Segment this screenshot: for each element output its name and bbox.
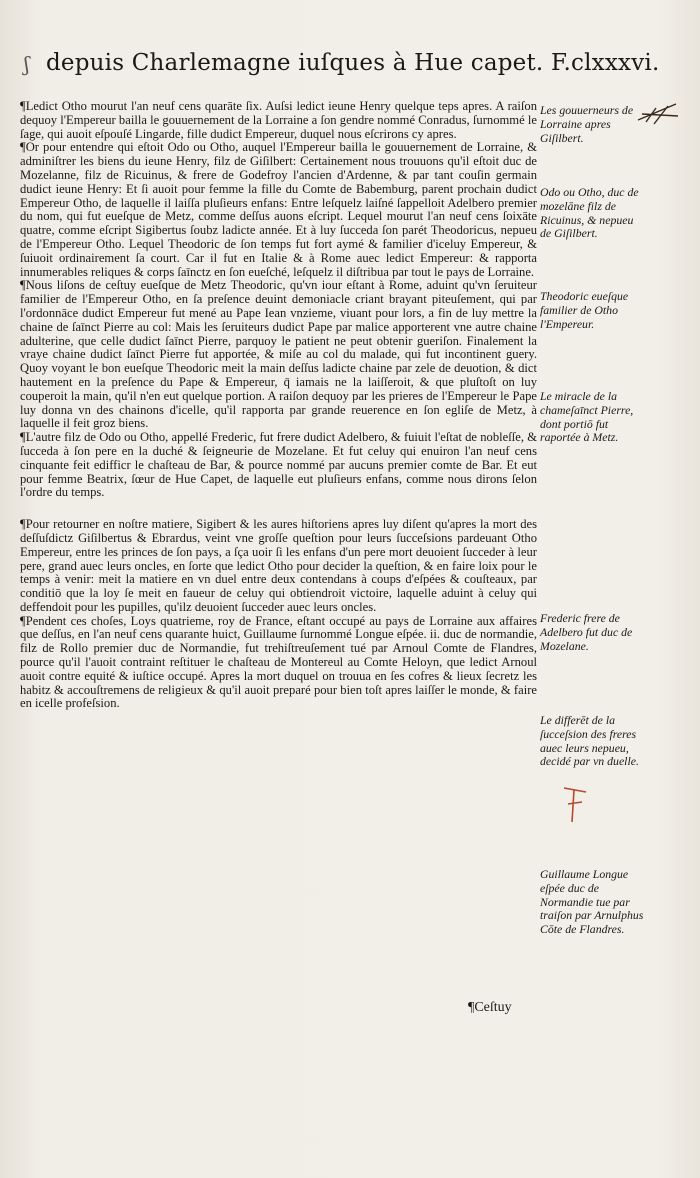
red-ink-mark-icon [560, 782, 590, 824]
paragraph: ¶Pendent ces choſes, Loys quatrieme, roy de France, eſtant occupé au pays de Lorraine aux affaires que deſſus, en l'an neuf cens quarante huict, Guillaume ſurnommé Longue eſpée. ii. duc de normandie, filz de Rollo premier duc de Normandie, fut trehiſtreuſement tué par Arnoul Comte de Flandres, pource qu'il l'auoit contraint reſtituer le chaſteau de Montereul au Comte Heloyn, que ledict Arnoul auoit contre equité & iuſtice occupé. Apres la mort duquel on trouua en ſes cofres & lieux ſecretz les habitz & accouſtremens de religieux & qu'il auoit preparé pour bien toſt apres laiſſer le monde, & faire en icelle profeſsion. [20, 613, 537, 711]
margin-note: Frederic frere de Adelbero fut duc de Mozelane. [540, 611, 633, 653]
margin-note: Odo ou Otho, duc de mozelāne filz de Ricuinus, & nepueu de Giſilbert. [540, 185, 639, 241]
main-text-column [20, 100, 537, 711]
margin-note: Guillaume Longue eſpée duc de Normandie tue par traiſon par Arnulphus Cōte de Flandres. [540, 867, 644, 937]
margin-note: Theodoric eueſque familier de Otho l'Empereur. [540, 289, 629, 331]
paragraph: ¶Or pour entendre qui eſtoit Odo ou Otho, auquel l'Empereur bailla le gouuernement de Lorraine, & adminiſtrer les biens du ieune Henry, filz de Giſilbert: Certainement nous trouuons qu'il eſtoit duc de Mozelanne, filz de Ricuinus, & frere de Godefroy l'ancien d'Ardenne, & par tant couſin germain dudict ieune Henry: Et ſi auoit pour femme la fille du Comte de Babemburg, parent prochain dudict Empereur Otho, de laquelle il laiſſa pluſieurs enfans: Entre leſquelz laiſné ſappelloit Adelbero premier du nom, qui fut eueſque de Metz, comme deſſus auons eſcript. Lequel mourut l'an neuf cens ſoixāte quatre, comme eſcript Sigibertus ſoubz ladicte année. Et à luy ſucceda ſon parét Theodoricus, nepueu de l'Empereur Otho. Lequel Theodoric de ſon temps fut fort aymé & familier d'iceluy Empereur, & ſuiuoit ordinairement ſa court. Car il fut en Italie & à Rome auec ledict Empereur: & rapporta innumerables reliques & corps ſaīnctz en ſon eueſché, leſquelz il diſtribua par tout le pays de Lorraine. [20, 140, 537, 279]
catchword: ¶Ceſtuy [468, 1000, 512, 1015]
paragraph: ¶Nous liſons de ceſtuy eueſque de Metz Theodoric, qu'vn iour eſtant à Rome, aduint qu'vn ſeruiteur familier de l'Empereur Otho, en ſa preſence deuint demoniacle criant brayant piteuſement, qui par l'ordonnāce dudict Empereur fut mené au Pape Iean vnzieme, viuant pour lors, a fin de luy mettre la chaine de ſaīnct Pierre au col: Mais les ſeruiteurs dudict Pape par malice apporterent vne autre chaine adulterine, que celle dudict ſaīnct Pierre, parquoy le patient ne peut obtenir gueriſon. Finalement la vraye chaine dudict ſaīnct Pierre fut apportée, & miſe au col du malade, qui fut incontinent guery. Quoy voyant le bon eueſque Theodoric meit la main deſſus ladicte chaine par zele de deuotion, & dict hautement en la preſence du Pape & Empereur, q̄ iamais ne la laiſſeroit, & que pluſtoſt on luy couperoit la main, qu'il n'en eut quelque portion. A raiſon dequoy par les prieres de l'Empereur le Pape luy donna vn des chainons d'icelle, qu'il rapporta par grande reuerence en ſon egliſe de Metz, à laquelle il feit groz biens. [20, 278, 537, 431]
running-head: depuis Charlemagne iuſques à Hue capet. F.clxxxvi. [46, 50, 660, 76]
page-corner-mark: ʃ [24, 52, 30, 76]
paragraph: ¶Pour retourner en noſtre matiere, Sigibert & les aures hiſtoriens apres luy diſent qu'apres la mort des deſſuſdictz Giſilbertus & Ebrardus, veint vne groſſe queſtion pour leurs ſucceſsions pardeuant Otho Empereur, entre les princes de ſon pays, a ſça uoir ſi les enfans d'un pere mort deuoient ſucceder à leur pere, grand auec leurs oncles, en ſorte que ledict Otho pour decider la queſtion, & en faire loix pour le temps à venir: meit la matiere en vn duel entre deux contendans à coups d'eſpées & couſteaux, par conditiō que la loy ſe meit en faueur de celuy qui obtiendroit victoire, laquelle aduint à celuy qui deffendoit pour les pupilles, qu'ilz deuoient ſucceder auec leurs oncles. [20, 517, 537, 614]
paragraph: ¶L'autre filz de Odo ou Otho, appellé Frederic, fut frere dudict Adelbero, & fuiuit l'eſtat de nobleſſe, & ſucceda à ſon pere en la duché & ſeigneurie de Mozelane. Et fut celuy qui enuiron l'an neuf cens cinquante feit edifficr le chaſteau de Bar, & pource nommé par aucuns premier comte de Bar. Et eut pour femme Beatrix, ſœur de Hue Capet, de laquelle eut pluſieurs enfans, comme nous dirons ſelon l'ordre du temps. [20, 430, 537, 500]
margin-note: Le differēt de la ſucceſsion des freres auec leurs nepueu, decidé par vn duelle. [540, 713, 639, 769]
paragraph-gap [20, 500, 537, 518]
paragraph: ¶Ledict Otho mourut l'an neuf cens quarāte ſix. Auſsi ledict ieune Henry quelque teps apres. A raiſon dequoy l'Empereur bailla le gouuernement de la Lorraine a ſon gendre nommé Conradus, ſurnommé le ſage, qui auoit eſpouſé Lingarde, fille dudict Empereur, duquel nous eſcrirons cy apres. [20, 99, 537, 141]
margin-note: Le miracle de la chameſaīnct Pierre, dont portiō fut raportée à Metz. [540, 389, 634, 445]
margin-note: Les gouuerneurs de Lorraine apres Giſilbert. [540, 103, 634, 145]
